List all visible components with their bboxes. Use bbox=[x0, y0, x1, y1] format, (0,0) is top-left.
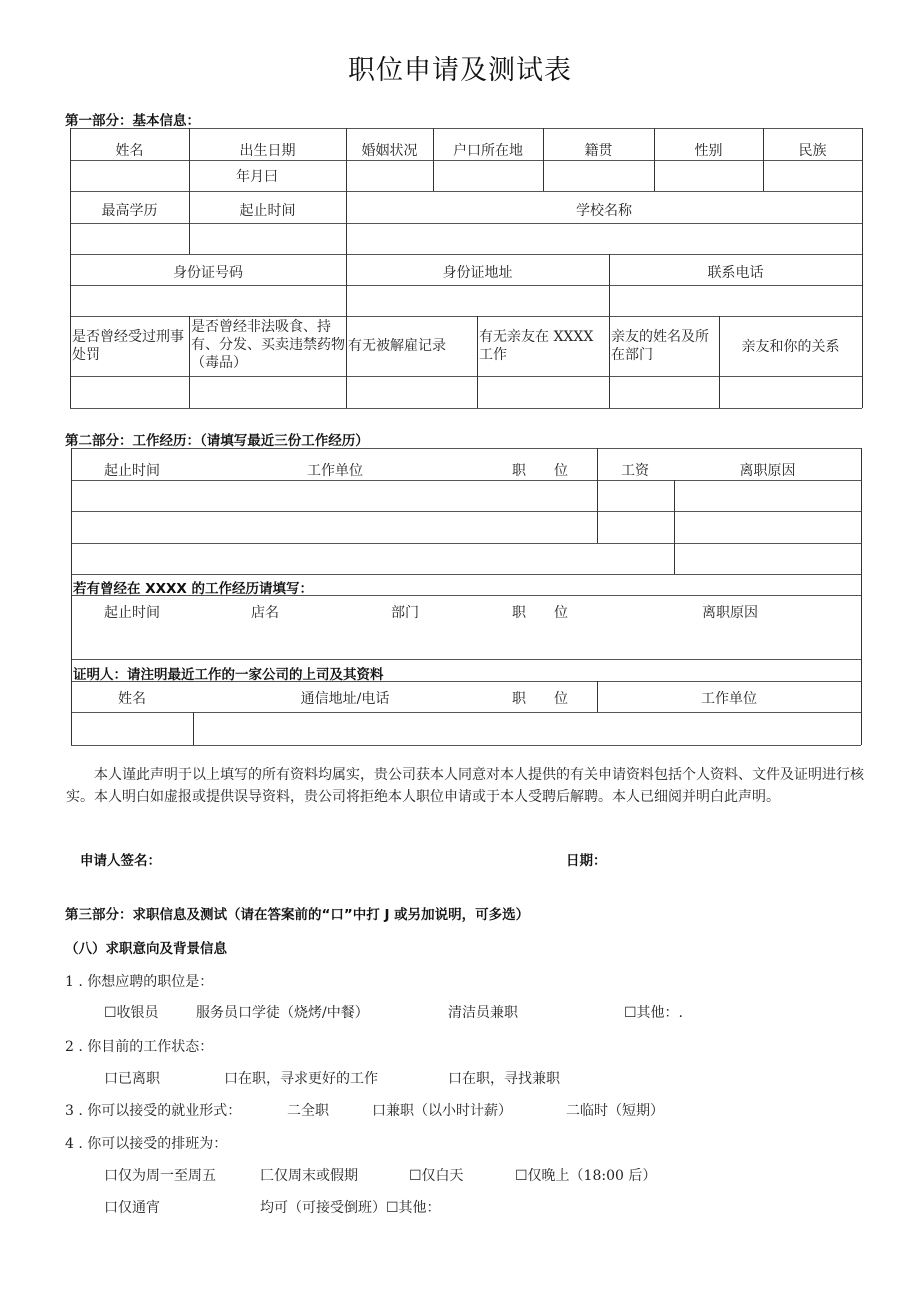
header-employer: 工作单位 bbox=[307, 463, 363, 479]
birth-date-input-cell[interactable]: 年月曰 bbox=[236, 168, 278, 185]
school-name-input-cell[interactable] bbox=[346, 223, 862, 254]
header-highest-education: 最高学历 bbox=[101, 203, 158, 219]
header-ethnicity: 民族 bbox=[798, 143, 827, 159]
header-school-name: 学校名称 bbox=[576, 203, 632, 219]
reference-name-input-cell[interactable] bbox=[71, 712, 193, 745]
marital-status-input-cell[interactable] bbox=[346, 160, 433, 191]
reference-header-position: 职 位 bbox=[512, 691, 568, 707]
question-2-label: 2 . 你目前的工作状态： bbox=[65, 1039, 214, 1055]
criminal-record-input-cell[interactable] bbox=[70, 376, 189, 408]
q3-option-fulltime[interactable]: 二全职 bbox=[287, 1103, 329, 1119]
header-native-place: 籍贯 bbox=[584, 143, 613, 159]
header-id-number: 身份证号码 bbox=[173, 265, 243, 281]
household-input-cell[interactable] bbox=[433, 160, 543, 191]
page-title: 职位申请及测试表 bbox=[348, 55, 572, 86]
header-birth-date: 出生日期 bbox=[239, 143, 296, 159]
question-3-label: 3 . 你可以接受的就业形式： bbox=[65, 1103, 242, 1119]
q4-option-daytime[interactable]: ☐仅白天 bbox=[409, 1168, 464, 1184]
header-relatives-at-company: 有无亲友在 XXXX 工作 bbox=[479, 329, 594, 363]
xxxx-header-position: 职 位 bbox=[512, 605, 568, 621]
date-label: 日期： bbox=[566, 853, 607, 869]
native-place-input-cell[interactable] bbox=[543, 160, 654, 191]
header-marital-status: 婚姻状况 bbox=[361, 143, 418, 159]
reference-header-employer: 工作单位 bbox=[701, 691, 757, 707]
q1-option-cleaner-parttime[interactable]: 清洁员兼职 bbox=[448, 1005, 518, 1021]
job1-leave-reason-cell[interactable] bbox=[674, 480, 861, 511]
id-address-input-cell[interactable] bbox=[346, 285, 609, 316]
header-phone: 联系电话 bbox=[707, 265, 764, 281]
education-period-input-cell[interactable] bbox=[189, 223, 346, 254]
reference-header-name: 姓名 bbox=[118, 691, 146, 707]
relationship-input-cell[interactable] bbox=[719, 376, 862, 408]
q1-option-other[interactable]: ☐其他：. bbox=[624, 1005, 684, 1021]
reference-heading: 证明人：请注明最近工作的一家公司的上司及其资料 bbox=[73, 667, 384, 683]
q4-option-evening[interactable]: ☐仅晚上（18:00 后） bbox=[515, 1168, 657, 1184]
q3-option-temporary[interactable]: 二临时（短期） bbox=[566, 1103, 664, 1119]
declaration-text: 本人谨此声明于以上填写的所有资料均属实，贵公司获本人同意对本人提供的有关申请资料包括个人资料、文件及证明进行核实。本人明白如虚报或提供误导资料，贵公司将拒绝本人职位申请或于本人受聘后解聘。本人已细阅并明白此声明。 bbox=[66, 767, 864, 805]
q1-option-waiter-apprentice[interactable]: 服务员口学徒（烧烤/中餐） bbox=[196, 1005, 369, 1021]
header-work-period: 起止时间 bbox=[104, 463, 160, 479]
relative-name-input-cell[interactable] bbox=[609, 376, 719, 408]
header-id-address: 身份证地址 bbox=[442, 265, 513, 281]
drug-record-input-cell[interactable] bbox=[189, 376, 346, 408]
header-salary: 工资 bbox=[621, 463, 649, 479]
job2-salary-cell[interactable] bbox=[597, 511, 674, 543]
header-gender: 性别 bbox=[694, 143, 723, 159]
q2-option-employed-seeking-parttime[interactable]: 口在职，寻找兼职 bbox=[448, 1071, 560, 1087]
header-criminal-record: 是否曾经受过刑事处罚 bbox=[72, 329, 184, 363]
xxxx-header-department: 部门 bbox=[391, 605, 419, 621]
phone-input-cell[interactable] bbox=[609, 285, 862, 316]
header-position: 职 位 bbox=[512, 463, 568, 479]
education-input-cell[interactable] bbox=[70, 223, 189, 254]
xxxx-header-leave-reason: 离职原因 bbox=[702, 605, 758, 621]
q4-option-weekdays[interactable]: 口仅为周一至周五 bbox=[104, 1168, 216, 1184]
q1-option-cashier[interactable]: ☐收银员 bbox=[104, 1005, 159, 1021]
job3-info-cell[interactable] bbox=[71, 543, 674, 574]
signature-field[interactable] bbox=[170, 845, 470, 869]
header-relative-name-dept: 亲友的姓名及所在部门 bbox=[611, 329, 709, 363]
id-number-input-cell[interactable] bbox=[70, 285, 346, 316]
header-education-period: 起止时间 bbox=[239, 203, 296, 219]
q3-option-parttime-hourly[interactable]: 口兼职（以小时计薪） bbox=[372, 1103, 512, 1119]
reference-header-contact: 通信地址/电话 bbox=[300, 691, 390, 707]
job2-info-cell[interactable] bbox=[71, 511, 597, 543]
part3-subheading: （八）求职意向及背景信息 bbox=[65, 941, 227, 957]
header-leave-reason: 离职原因 bbox=[739, 463, 796, 479]
signature-label: 申请人签名： bbox=[80, 853, 161, 869]
part1-heading: 第一部分：基本信息： bbox=[65, 113, 200, 129]
job1-info-cell[interactable] bbox=[71, 480, 597, 511]
header-name: 姓名 bbox=[115, 143, 144, 159]
part2-heading: 第二部分：工作经历：（请填写最近三份工作经历） bbox=[65, 433, 369, 449]
header-drug-record: 是否曾经非法吸食、持有、分发、买卖违禁药物（毒品） bbox=[191, 319, 345, 371]
header-relative-relationship: 亲友和你的关系 bbox=[741, 339, 840, 355]
header-dismissal-record: 有无被解雇记录 bbox=[348, 338, 446, 354]
reference-details-input-cell[interactable] bbox=[193, 712, 861, 745]
q4-option-overnight[interactable]: 口仅通宵 bbox=[104, 1200, 160, 1216]
job1-salary-cell[interactable] bbox=[597, 480, 674, 511]
header-household-registration: 户口所在地 bbox=[453, 143, 523, 159]
q2-option-resigned[interactable]: 口已离职 bbox=[104, 1071, 160, 1087]
question-4-label: 4 . 你可以接受的排班为： bbox=[65, 1136, 228, 1152]
gender-input-cell[interactable] bbox=[654, 160, 763, 191]
xxxx-experience-heading: 若有曾经在 XXXX 的工作经历请填写： bbox=[73, 581, 314, 597]
xxxx-header-store: 店名 bbox=[251, 605, 279, 621]
q4-option-any-shift-other[interactable]: 均可（可接受倒班）☐其他： bbox=[260, 1200, 441, 1216]
job2-leave-reason-cell[interactable] bbox=[674, 511, 861, 543]
job3-leave-reason-cell[interactable] bbox=[674, 543, 861, 574]
q2-option-employed-seeking-better[interactable]: 口在职，寻求更好的工作 bbox=[224, 1071, 378, 1087]
xxxx-header-period: 起止时间 bbox=[104, 605, 160, 621]
xxxx-experience-input-cell[interactable] bbox=[71, 626, 861, 659]
relatives-at-company-input-cell[interactable] bbox=[477, 376, 609, 408]
name-input-cell[interactable] bbox=[70, 160, 189, 191]
dismissal-record-input-cell[interactable] bbox=[346, 376, 477, 408]
part3-heading: 第三部分：求职信息及测试（请在答案前的“口”中打 J 或另加说明，可多选） bbox=[65, 907, 530, 923]
question-1-label: 1 . 你想应聘的职位是： bbox=[65, 974, 214, 990]
ethnicity-input-cell[interactable] bbox=[763, 160, 862, 191]
date-field[interactable] bbox=[612, 845, 812, 869]
q4-option-weekends-holidays[interactable]: 匚仅周末或假期 bbox=[260, 1168, 358, 1184]
